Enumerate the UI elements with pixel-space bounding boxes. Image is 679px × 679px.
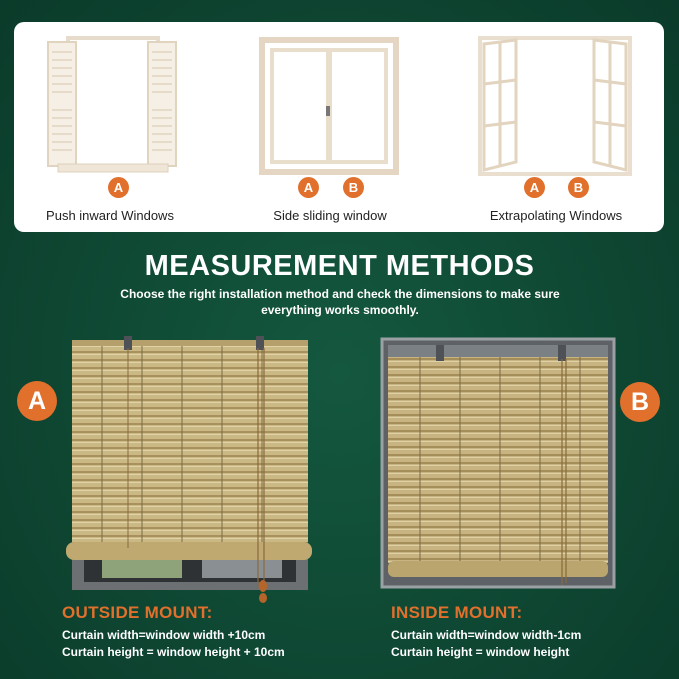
badge-b: B (343, 177, 364, 198)
page-subtitle: Choose the right installation method and check the dimensions to make sure everything works smoothly. (120, 287, 560, 317)
inside-mount-height-rule: Curtain height = window height (391, 645, 570, 659)
badge-outside-mount: A (17, 381, 57, 421)
outside-mount-blind-image (62, 330, 322, 604)
inside-mount-title: INSIDE MOUNT: (391, 603, 523, 622)
sliding-window-icon (258, 36, 400, 176)
inside-mount-width-rule: Curtain width=window width-1cm (391, 628, 582, 642)
shutter-window-icon (38, 36, 198, 178)
badge-b: B (568, 177, 589, 198)
badge-a: A (108, 177, 129, 198)
casement-window-icon (474, 34, 636, 178)
outside-mount-height-rule: Curtain height = window height + 10cm (62, 645, 285, 659)
window-types-card (14, 22, 664, 232)
window-label: Side sliding window (273, 208, 387, 223)
outside-mount-width-rule: Curtain width=window width +10cm (62, 628, 266, 642)
window-label: Extrapolating Windows (489, 208, 623, 223)
inside-mount-blind-image (380, 337, 616, 589)
window-label: Push inward Windows (46, 208, 174, 223)
page-title: MEASUREMENT METHODS (144, 250, 535, 282)
badge-a: A (524, 177, 545, 198)
badge-inside-mount: B (620, 382, 660, 422)
badge-a: A (298, 177, 319, 198)
outside-mount-title: OUTSIDE MOUNT: (62, 603, 213, 622)
